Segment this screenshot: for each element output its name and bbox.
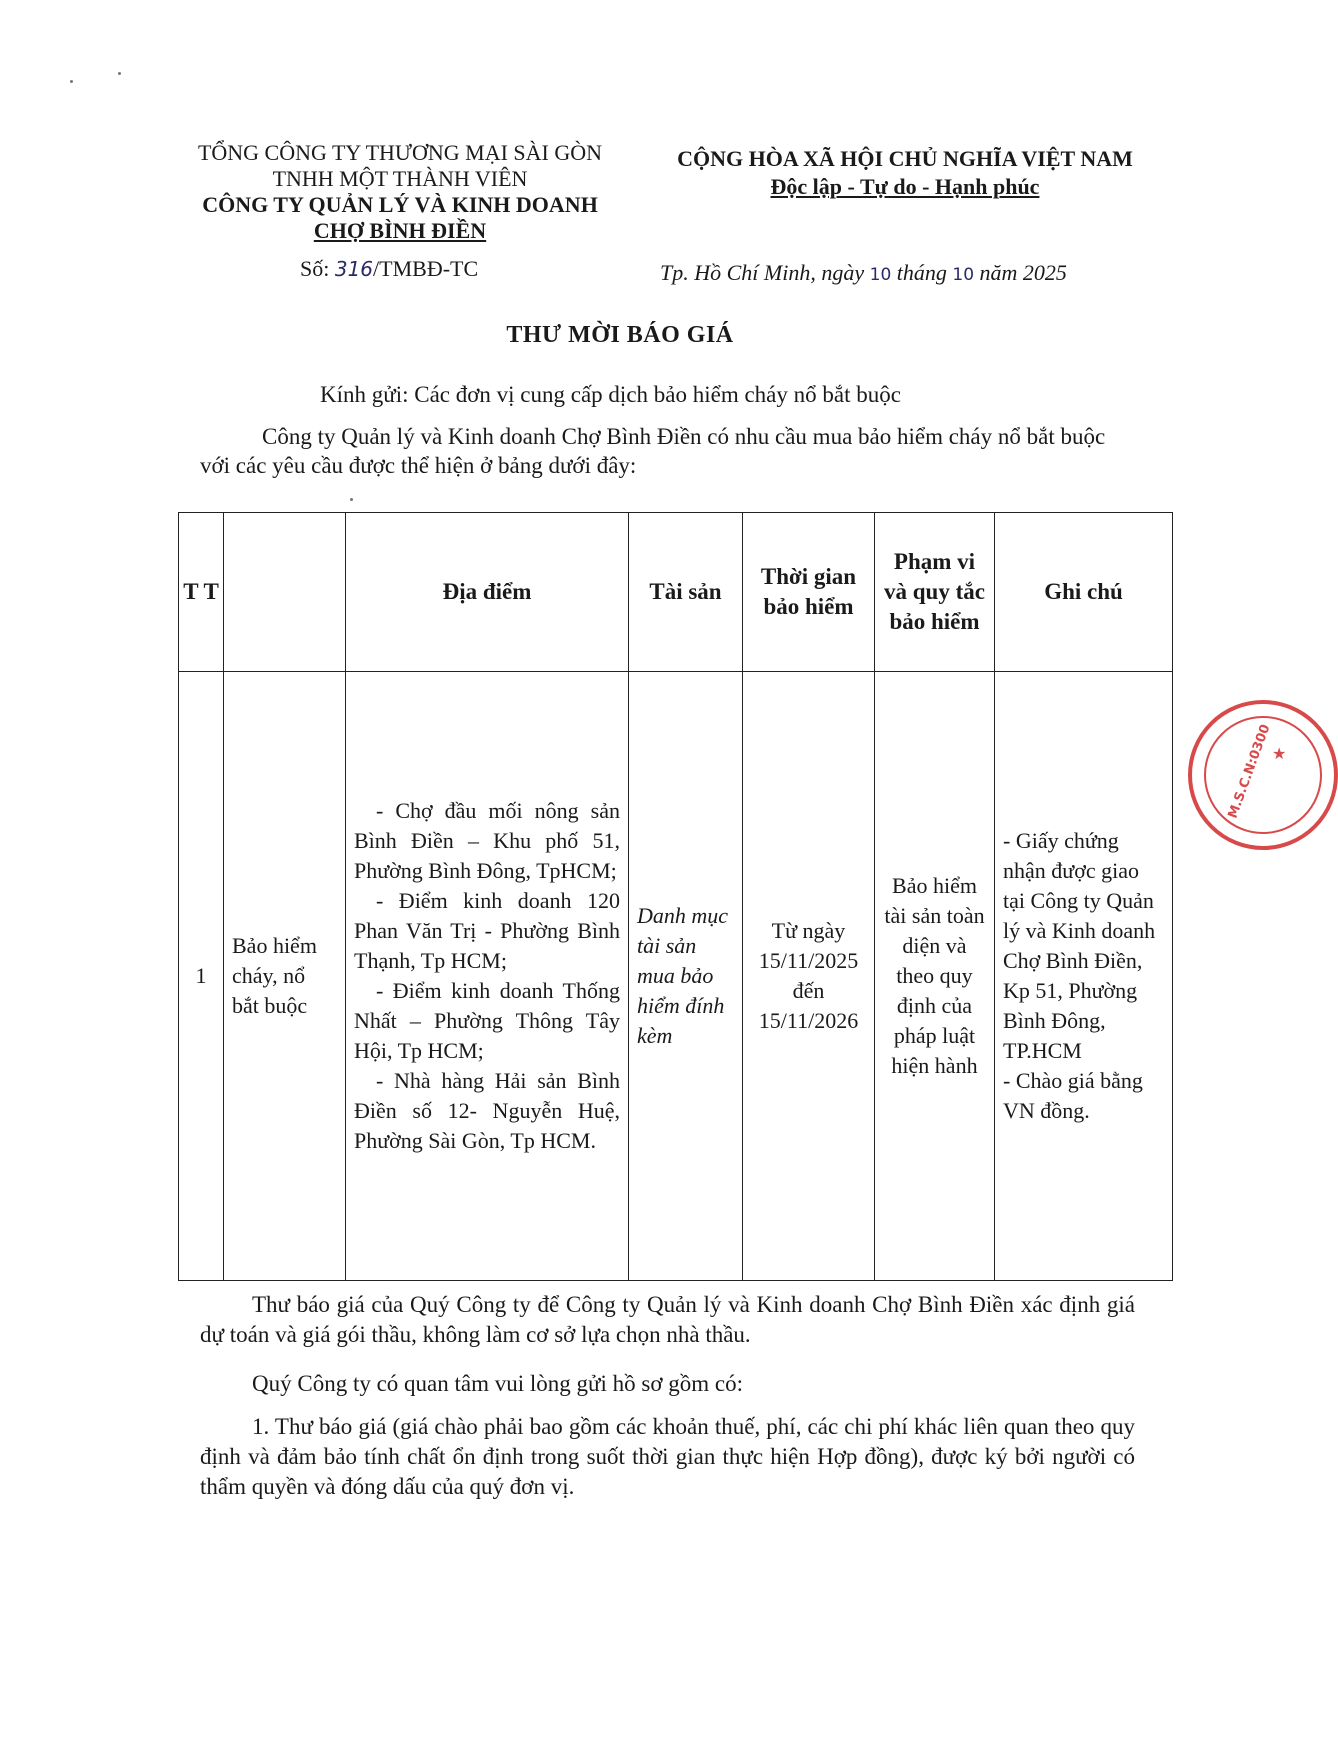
doc-number-label: Số:	[300, 256, 330, 281]
issuer-block	[170, 140, 630, 244]
scan-speck	[70, 80, 73, 83]
intro-paragraph: Công ty Quản lý và Kinh doanh Chợ Bình Điền có nhu cầu mua bảo hiểm cháy nổ bắt buộc với các yêu cầu được thể hiện ở bảng dưới đây:	[200, 424, 1106, 478]
seal-text: M.S.C.N:0300	[1225, 722, 1274, 821]
date-month-label: tháng	[896, 260, 947, 285]
recipient-line: Kính gửi: Các đơn vị cung cấp dịch bảo hiểm cháy nổ bắt buộc	[320, 382, 901, 407]
date-day-handwritten: 10	[869, 265, 892, 285]
national-header	[655, 145, 1155, 201]
cell-notes	[995, 672, 1173, 1281]
date-year: năm 2025	[979, 260, 1067, 285]
date-prefix: Tp. Hồ Chí Minh, ngày	[660, 260, 865, 285]
period-from-date: 15/11/2025	[758, 948, 859, 973]
header-location: Địa điểm	[346, 513, 629, 672]
header-note: Ghi chú	[995, 513, 1173, 672]
period-to-date: 15/11/2026	[758, 1008, 859, 1033]
location-item: - Nhà hàng Hải sản Bình Điền số 12- Nguyễn Huệ, Phường Sài Gòn, Tp HCM.	[354, 1068, 620, 1153]
cell-locations	[346, 672, 629, 1281]
period-to-label: đến	[792, 978, 825, 1003]
note-item: - Giấy chứng nhận được giao tại Công ty Quản lý và Kinh doanh Chợ Bình Điền, Kp 51, Phường Bình Đông, TP.HCM	[1003, 828, 1156, 1063]
table-row	[179, 672, 1173, 1281]
national-motto: Độc lập - Tự do - Hạnh phúc	[770, 174, 1040, 199]
cell-period	[743, 672, 875, 1281]
org-name-line-1: CÔNG TY QUẢN LÝ VÀ KINH DOANH	[202, 192, 598, 217]
date-month-handwritten: 10	[952, 265, 975, 285]
cell-type: Bảo hiểm cháy, nổ bắt buộc	[224, 672, 346, 1281]
header-period: Thời gian bảo hiểm	[743, 513, 875, 672]
requirements-table	[178, 512, 1173, 1281]
cell-scope: Bảo hiểm tài sản toàn diện và theo quy định của pháp luật hiện hành	[875, 672, 995, 1281]
header-stt: T T	[179, 513, 224, 672]
location-item: - Điểm kinh doanh 120 Phan Văn Trị - Phường Bình Thạnh, Tp HCM;	[354, 888, 620, 973]
org-name-line-2: CHỢ BÌNH ĐIỀN	[313, 218, 487, 243]
country-name: CỘNG HÒA XÃ HỘI CHỦ NGHĨA VIỆT NAM	[677, 146, 1133, 171]
table-header-row	[179, 513, 1173, 672]
submission-item-1: 1. Thư báo giá (giá chào phải bao gồm các khoản thuế, phí, các chi phí khác liên quan theo quy định và đảm bảo tính chất ổn định trong suốt thời gian thực hiện Hợp đồng), được ký bởi người có thẩm quyền và đóng dấu của quý đơn vị.	[200, 1414, 1135, 1499]
header-asset: Tài sản	[629, 513, 743, 672]
header-type	[224, 513, 346, 672]
cell-stt: 1	[179, 672, 224, 1281]
location-item: - Điểm kinh doanh Thống Nhất – Phường Thông Tây Hội, Tp HCM;	[354, 978, 620, 1063]
cell-asset: Danh mục tài sản mua bảo hiểm đính kèm	[629, 672, 743, 1281]
document-title: THƯ MỜI BÁO GIÁ	[506, 322, 734, 348]
doc-number-handwritten: 316	[334, 257, 374, 281]
seal-star-icon: ★	[1272, 744, 1287, 763]
period-from-label: Từ ngày	[771, 918, 846, 943]
document-number	[300, 256, 478, 282]
note-item: - Chào giá bằng VN đồng.	[1003, 1068, 1143, 1123]
parent-org-line-2: TNHH MỘT THÀNH VIÊN	[272, 166, 528, 191]
place-date	[660, 260, 1067, 286]
scan-speck	[118, 72, 121, 75]
purpose-paragraph: Thư báo giá của Quý Công ty để Công ty Quản lý và Kinh doanh Chợ Bình Điền xác định giá dự toán và giá gói thầu, không làm cơ sở lựa chọn nhà thầu.	[200, 1292, 1135, 1347]
location-item: - Chợ đầu mối nông sản Bình Điền – Khu phố 51, Phường Bình Đông, TpHCM;	[354, 798, 620, 883]
parent-org-line-1: TỔNG CÔNG TY THƯƠNG MẠI SÀI GÒN	[197, 140, 603, 165]
submission-intro: Quý Công ty có quan tâm vui lòng gửi hồ sơ gồm có:	[252, 1371, 743, 1396]
header-scope: Phạm vi và quy tắc bảo hiểm	[875, 513, 995, 672]
doc-number-suffix: /TMBĐ-TC	[373, 256, 479, 281]
company-seal-stamp	[1188, 700, 1338, 850]
scan-speck	[350, 498, 353, 501]
